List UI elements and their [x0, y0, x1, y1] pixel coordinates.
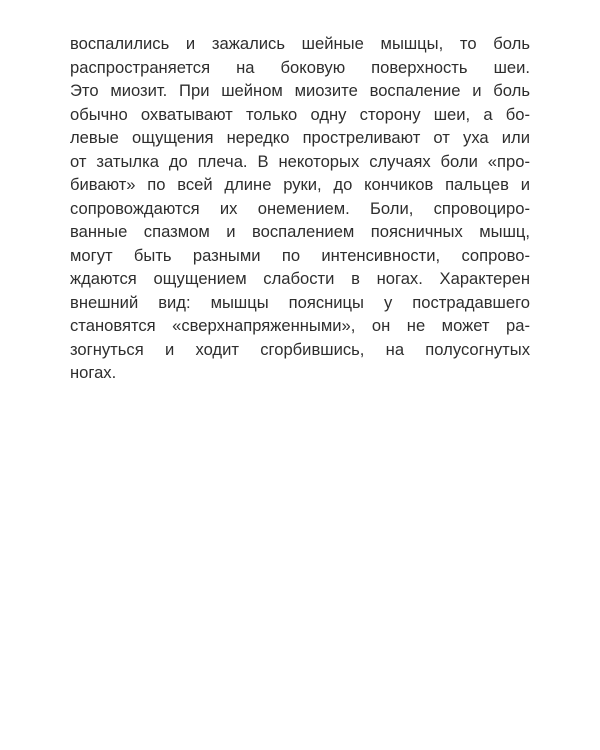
text-line-11: ждаются ощущением слабости в ногах. Характерен: [70, 269, 530, 288]
body-paragraph: [70, 32, 530, 385]
text-line-2: распространяется на боковую поверхность шеи.: [70, 57, 530, 77]
text-line-6: от затылка до плеча. В некоторых случаях боли «про-: [70, 151, 530, 171]
text-line-7: бивают» по всей длине руки, до кончиков пальцев и: [70, 175, 530, 194]
text-line-14: зогнуться и ходит сгорбившись, на полусогнутых: [70, 339, 530, 359]
text-line-10: могут быть разными по интенсивности, сопрово-: [70, 245, 530, 265]
text-line-13: становятся «сверхнапряженными», он не может ра-: [70, 316, 530, 335]
text-line-3: Это миозит. При шейном миозите воспаление и боль: [70, 81, 530, 100]
text-line-12: внешний вид: мышцы поясницы у пострадавшего: [70, 292, 530, 312]
text-line-9: ванные спазмом и воспалением поясничных мышц,: [70, 222, 530, 241]
text-line-5: левые ощущения нередко простреливают от уха или: [70, 128, 530, 147]
text-line-1: воспалились и зажались шейные мышцы, то боль: [70, 34, 530, 53]
text-line-15: ногах.: [70, 363, 117, 382]
text-line-8: сопровождаются их онемением. Боли, спровоциро-: [70, 198, 530, 218]
text-line-4: обычно охватывают только одну сторону шеи, а бо-: [70, 104, 530, 124]
